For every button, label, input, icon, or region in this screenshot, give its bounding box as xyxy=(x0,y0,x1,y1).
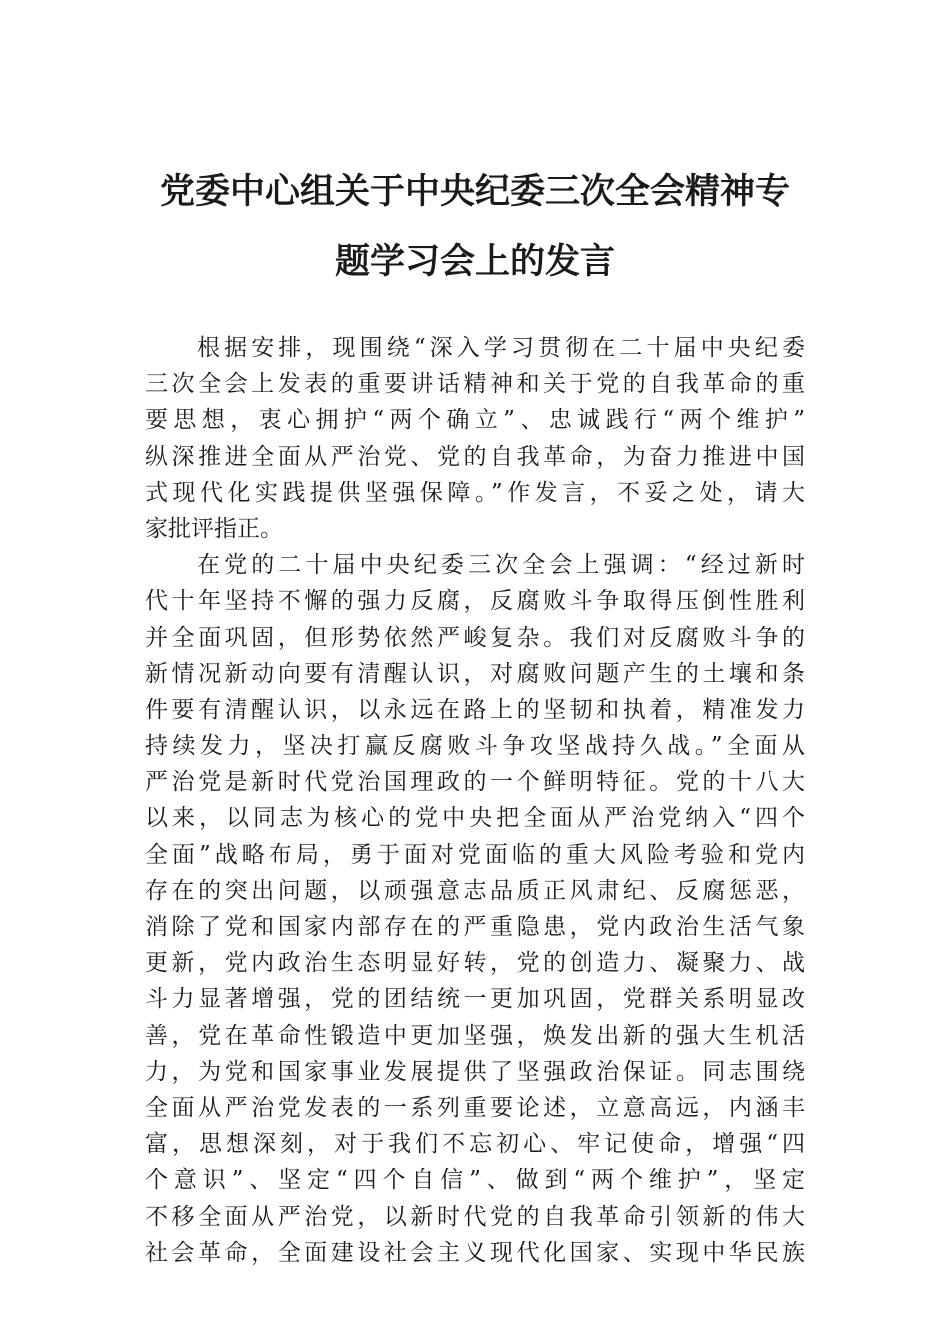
paragraph-line: 力，为党和国家事业发展提供了坚强政治保证。同志围绕 xyxy=(145,1058,805,1085)
paragraph-line: 富，思想深刻，对于我们不忘初心、牢记使命，增强“四 xyxy=(145,1131,805,1158)
document-title-line-2: 题学习会上的发言 xyxy=(334,241,615,282)
paragraph-line: 个意识”、坚定“四个自信”、做到“两个维护”，坚定 xyxy=(145,1167,805,1194)
paragraph-line: 家批评指正。 xyxy=(145,515,283,542)
paragraph-line: 以来，以同志为核心的党中央把全面从严治党纳入“四个 xyxy=(145,805,805,832)
paragraph-line: 根据安排，现围绕“深入学习贯彻在二十届中央纪委 xyxy=(197,335,805,361)
paragraph-line: 三次全会上发表的重要讲话精神和关于党的自我革命的重 xyxy=(145,371,805,398)
paragraph-line: 式现代化实践提供坚强保障。”作发言，不妥之处，请大 xyxy=(145,479,805,506)
paragraph-line: 更新，党内政治生态明显好转，党的创造力、凝聚力、战 xyxy=(145,950,805,977)
paragraph-line: 代十年坚持不懈的强力反腐，反腐败斗争取得压倒性胜利 xyxy=(145,588,805,615)
paragraph-line: 善，党在革命性锻造中更加坚强，焕发出新的强大生机活 xyxy=(145,1022,805,1049)
paragraph-line: 严治党是新时代党治国理政的一个鲜明特征。党的十八大 xyxy=(145,769,805,796)
document-body xyxy=(145,330,805,1271)
paragraph-1 xyxy=(145,330,805,547)
paragraph-line: 新情况新动向要有清醒认识，对腐败问题产生的土壤和条 xyxy=(145,660,805,687)
paragraph-line: 存在的突出问题，以顽强意志品质正风肃纪、反腐惩恶， xyxy=(145,877,805,904)
paragraph-line: 在党的二十届中央纪委三次全会上强调：“经过新时 xyxy=(197,552,805,579)
paragraph-line: 并全面巩固，但形势依然严峻复杂。我们对反腐败斗争的 xyxy=(145,624,805,651)
paragraph-line: 消除了党和国家内部存在的严重隐患，党内政治生活气象 xyxy=(145,914,805,940)
paragraph-2 xyxy=(145,547,805,1271)
document-title-line-1: 党委中心组关于中央纪委三次全会精神专 xyxy=(159,171,790,212)
paragraph-line: 全面”战略布局，勇于面对党面临的重大风险考验和党内 xyxy=(145,841,805,868)
paragraph-line: 持续发力，坚决打赢反腐败斗争攻坚战持久战。”全面从 xyxy=(145,733,805,760)
paragraph-line: 要思想，衷心拥护“两个确立”、忠诚践行“两个维护” xyxy=(145,407,805,434)
paragraph-line: 不移全面从严治党，以新时代党的自我革命引领新的伟大 xyxy=(145,1203,805,1230)
paragraph-line: 件要有清醒认识，以永远在路上的坚韧和执着，精准发力 xyxy=(145,696,805,723)
paragraph-line: 全面从严治党发表的一系列重要论述，立意高远，内涵丰 xyxy=(145,1094,805,1121)
paragraph-line: 纵深推进全面从严治党、党的自我革命，为奋力推进中国 xyxy=(145,443,805,470)
paragraph-line: 社会革命，全面建设社会主义现代化国家、实现中华民族 xyxy=(145,1239,805,1266)
paragraph-line: 斗力显著增强，党的团结统一更加巩固，党群关系明显改 xyxy=(145,986,805,1013)
